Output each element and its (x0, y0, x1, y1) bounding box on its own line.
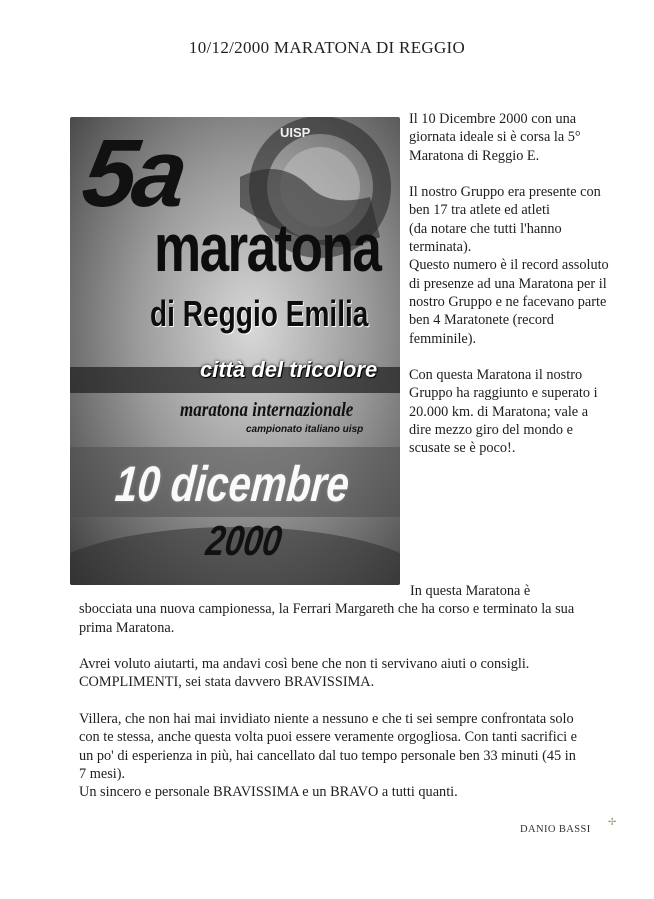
body-paragraph: In questa Maratona è sbocciata una nuova campionessa, la Ferrari Margareth che ha corso e terminato la sua prima Maratona. (79, 583, 575, 636)
body-paragraph: Avrei voluto aiutarti, ma andavi così bene che non ti servivano aiuti o consigli. COMPLIMENTI, sei stata davvero BRAVISSIMA. (79, 656, 530, 691)
author-signature: DANIO BASSI (520, 824, 591, 835)
poster-uisp-logo: UISP (280, 125, 311, 140)
side-column-text (409, 110, 609, 476)
poster-edition: 5a (76, 120, 191, 227)
poster-championship: campionato italiano uisp (246, 424, 364, 435)
poster-date: 10 dicembre (113, 456, 352, 512)
side-paragraph: Il 10 Dicembre 2000 con una giornata ideale si è corsa la 5° Maratona di Reggio E. (409, 111, 581, 164)
poster-year: 2000 (203, 517, 285, 564)
poster-city: di Reggio Emilia (150, 293, 369, 334)
poster-tagline: città del tricolore (200, 357, 378, 382)
page-title: 10/12/2000 MARATONA DI REGGIO (188, 38, 466, 57)
side-paragraph: (da notare che tutti l'hanno terminata). (409, 220, 562, 256)
side-paragraph: Con questa Maratona il nostro Gruppo ha raggiunto e superato i 20.000 km. di Maratona; vale a dire mezzo giro del mondo e scusate se è poco!. (409, 367, 598, 457)
poster-kind: maratona internazionale (180, 399, 354, 421)
side-paragraph: Il nostro Gruppo era presente con ben 17 tra atlete ed atleti (409, 184, 601, 219)
side-paragraph: Questo numero è il record assoluto di presenze ad una Maratona per il nostro Gruppo e ne facevano parte ben 4 Maratonete (record femminile). (409, 257, 609, 347)
poster-maratona: maratona (154, 210, 381, 286)
body-text (79, 582, 579, 820)
body-paragraph: Un sincero e personale BRAVISSIMA e un BRAVO a tutti quanti. (79, 784, 458, 801)
decorative-mark-icon: ✢ (608, 817, 617, 828)
marathon-poster-image (70, 117, 400, 585)
body-paragraph: Villera, che non hai mai invidiato niente a nessuno e che ti sei sempre confrontata solo con te stessa, anche questa volta puoi essere veramente orgogliosa. Con tanti sacrifici e un po' di esperienza in più, hai cancellato dal tuo tempo personale ben 33 minuti (45 in 7 mesi). (79, 711, 577, 782)
